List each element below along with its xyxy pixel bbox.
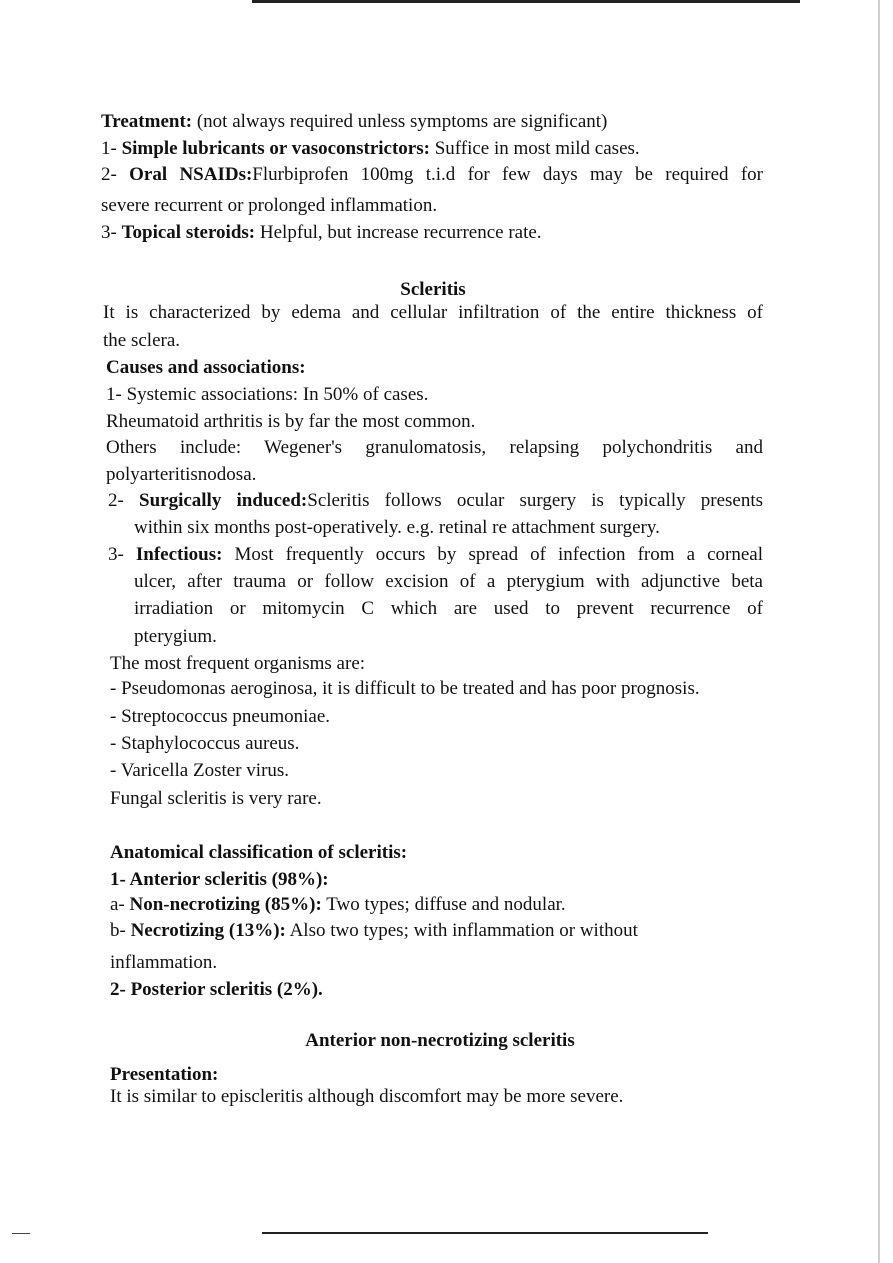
margin-mark: [12, 1233, 30, 1234]
item-number: 3-: [101, 222, 122, 243]
item-label: Infectious:: [135, 544, 223, 565]
anterior-scleritis: [110, 869, 329, 891]
rheumatoid-arthritis-line: Rheumatoid arthritis is by far the most common.: [106, 411, 476, 432]
necrotizing: [110, 920, 638, 942]
non-necrotizing: [110, 894, 566, 916]
presentation-heading: [110, 1064, 218, 1086]
item-label: Oral NSAIDs:: [129, 164, 253, 185]
fungal-scleritis-line: Fungal scleritis is very rare.: [110, 788, 322, 809]
presentation-text: It is similar to episcleritis although discomfort may be more severe.: [110, 1086, 624, 1107]
anterior-scleritis-text: 1- Anterior scleritis (98%):: [110, 869, 329, 890]
others-line-1: Others include: Wegener's granulomatosis, relapsing polychondritis and: [106, 437, 763, 458]
item-text: Scleritis follows ocular surgery is typically presents: [307, 490, 764, 511]
page-edge-shadow: [878, 0, 880, 1263]
treatment-heading: Treatment:: [101, 111, 193, 132]
treatment-intro: (not always required unless symptoms are significant): [192, 111, 608, 132]
item-number: 2-: [108, 490, 139, 511]
item-text: Most frequently occurs by spread of infection from a corneal: [222, 544, 763, 565]
causes-heading: [106, 357, 306, 379]
causes-heading-text: Causes and associations:: [106, 357, 306, 378]
treatment-item-2-cont: severe recurrent or prolonged inflammation.: [101, 195, 438, 216]
necrotizing-cont: inflammation.: [110, 952, 218, 973]
item-label: Topical steroids:: [121, 222, 256, 243]
treatment-item-1: [101, 138, 640, 160]
infectious: [108, 544, 763, 566]
top-rule: [252, 0, 800, 3]
organism-item: - Streptococcus pneumoniae.: [110, 706, 331, 727]
scleritis-title: [103, 279, 763, 301]
posterior-scleritis-text: 2- Posterior scleritis (2%).: [110, 979, 323, 1000]
treatment-item-3: [101, 222, 542, 244]
item-text: Two types; diffuse and nodular.: [321, 894, 566, 915]
item-number: 2-: [101, 164, 130, 185]
item-text: Flurbiprofen 100mg t.i.d for few days may be required for: [252, 164, 764, 185]
scleritis-definition-2: the sclera.: [103, 330, 181, 351]
organism-item: - Staphylococcus aureus.: [110, 733, 300, 754]
anterior-nonnec-title-text: Anterior non-necrotizing scleritis: [305, 1030, 575, 1051]
scleritis-title-text: Scleritis: [400, 279, 466, 300]
item-label: Non-necrotizing (85%):: [129, 894, 322, 915]
item-label: Necrotizing (13%):: [130, 920, 286, 941]
bottom-rule: [262, 1232, 708, 1234]
item-number: 1-: [101, 138, 122, 159]
item-number: 3-: [108, 544, 136, 565]
surgically-induced-cont: within six months post-operatively. e.g. retinal re attachment surgery.: [134, 517, 660, 538]
scleritis-definition-1: It is characterized by edema and cellular infiltration of the entire thickness of: [103, 302, 763, 323]
posterior-scleritis: [110, 979, 323, 1001]
systemic-associations: 1- Systemic associations: In 50% of cases.: [106, 384, 429, 405]
presentation-heading-text: Presentation:: [110, 1064, 219, 1085]
others-line-2: polyarteritisnodosa.: [106, 464, 257, 485]
item-text: Helpful, but increase recurrence rate.: [255, 222, 542, 243]
item-label: Simple lubricants or vasoconstrictors:: [121, 138, 430, 159]
organism-item: - Varicella Zoster virus.: [110, 760, 290, 781]
item-number: b-: [110, 920, 131, 941]
classification-heading-text: Anatomical classification of scleritis:: [110, 842, 408, 863]
organism-item: - Pseudomonas aeroginosa, it is difficult to be treated and has poor prognosis.: [110, 678, 700, 699]
classification-heading: [110, 842, 407, 864]
item-label: Surgically induced:: [139, 490, 308, 511]
surgically-induced: [108, 490, 763, 512]
infectious-cont-2: irradiation or mitomycin C which are used to prevent recurrence of: [134, 598, 763, 619]
infectious-cont-1: ulcer, after trauma or follow excision of a pterygium with adjunctive beta: [134, 571, 763, 592]
treatment-line: [101, 111, 607, 133]
anterior-nonnec-title: [110, 1030, 770, 1052]
item-text: Also two types; with inflammation or without: [285, 920, 638, 941]
organisms-heading: The most frequent organisms are:: [110, 653, 366, 674]
treatment-item-2: [101, 164, 763, 186]
infectious-cont-3: pterygium.: [134, 626, 217, 647]
item-number: a-: [110, 894, 130, 915]
item-text: Suffice in most mild cases.: [429, 138, 640, 159]
